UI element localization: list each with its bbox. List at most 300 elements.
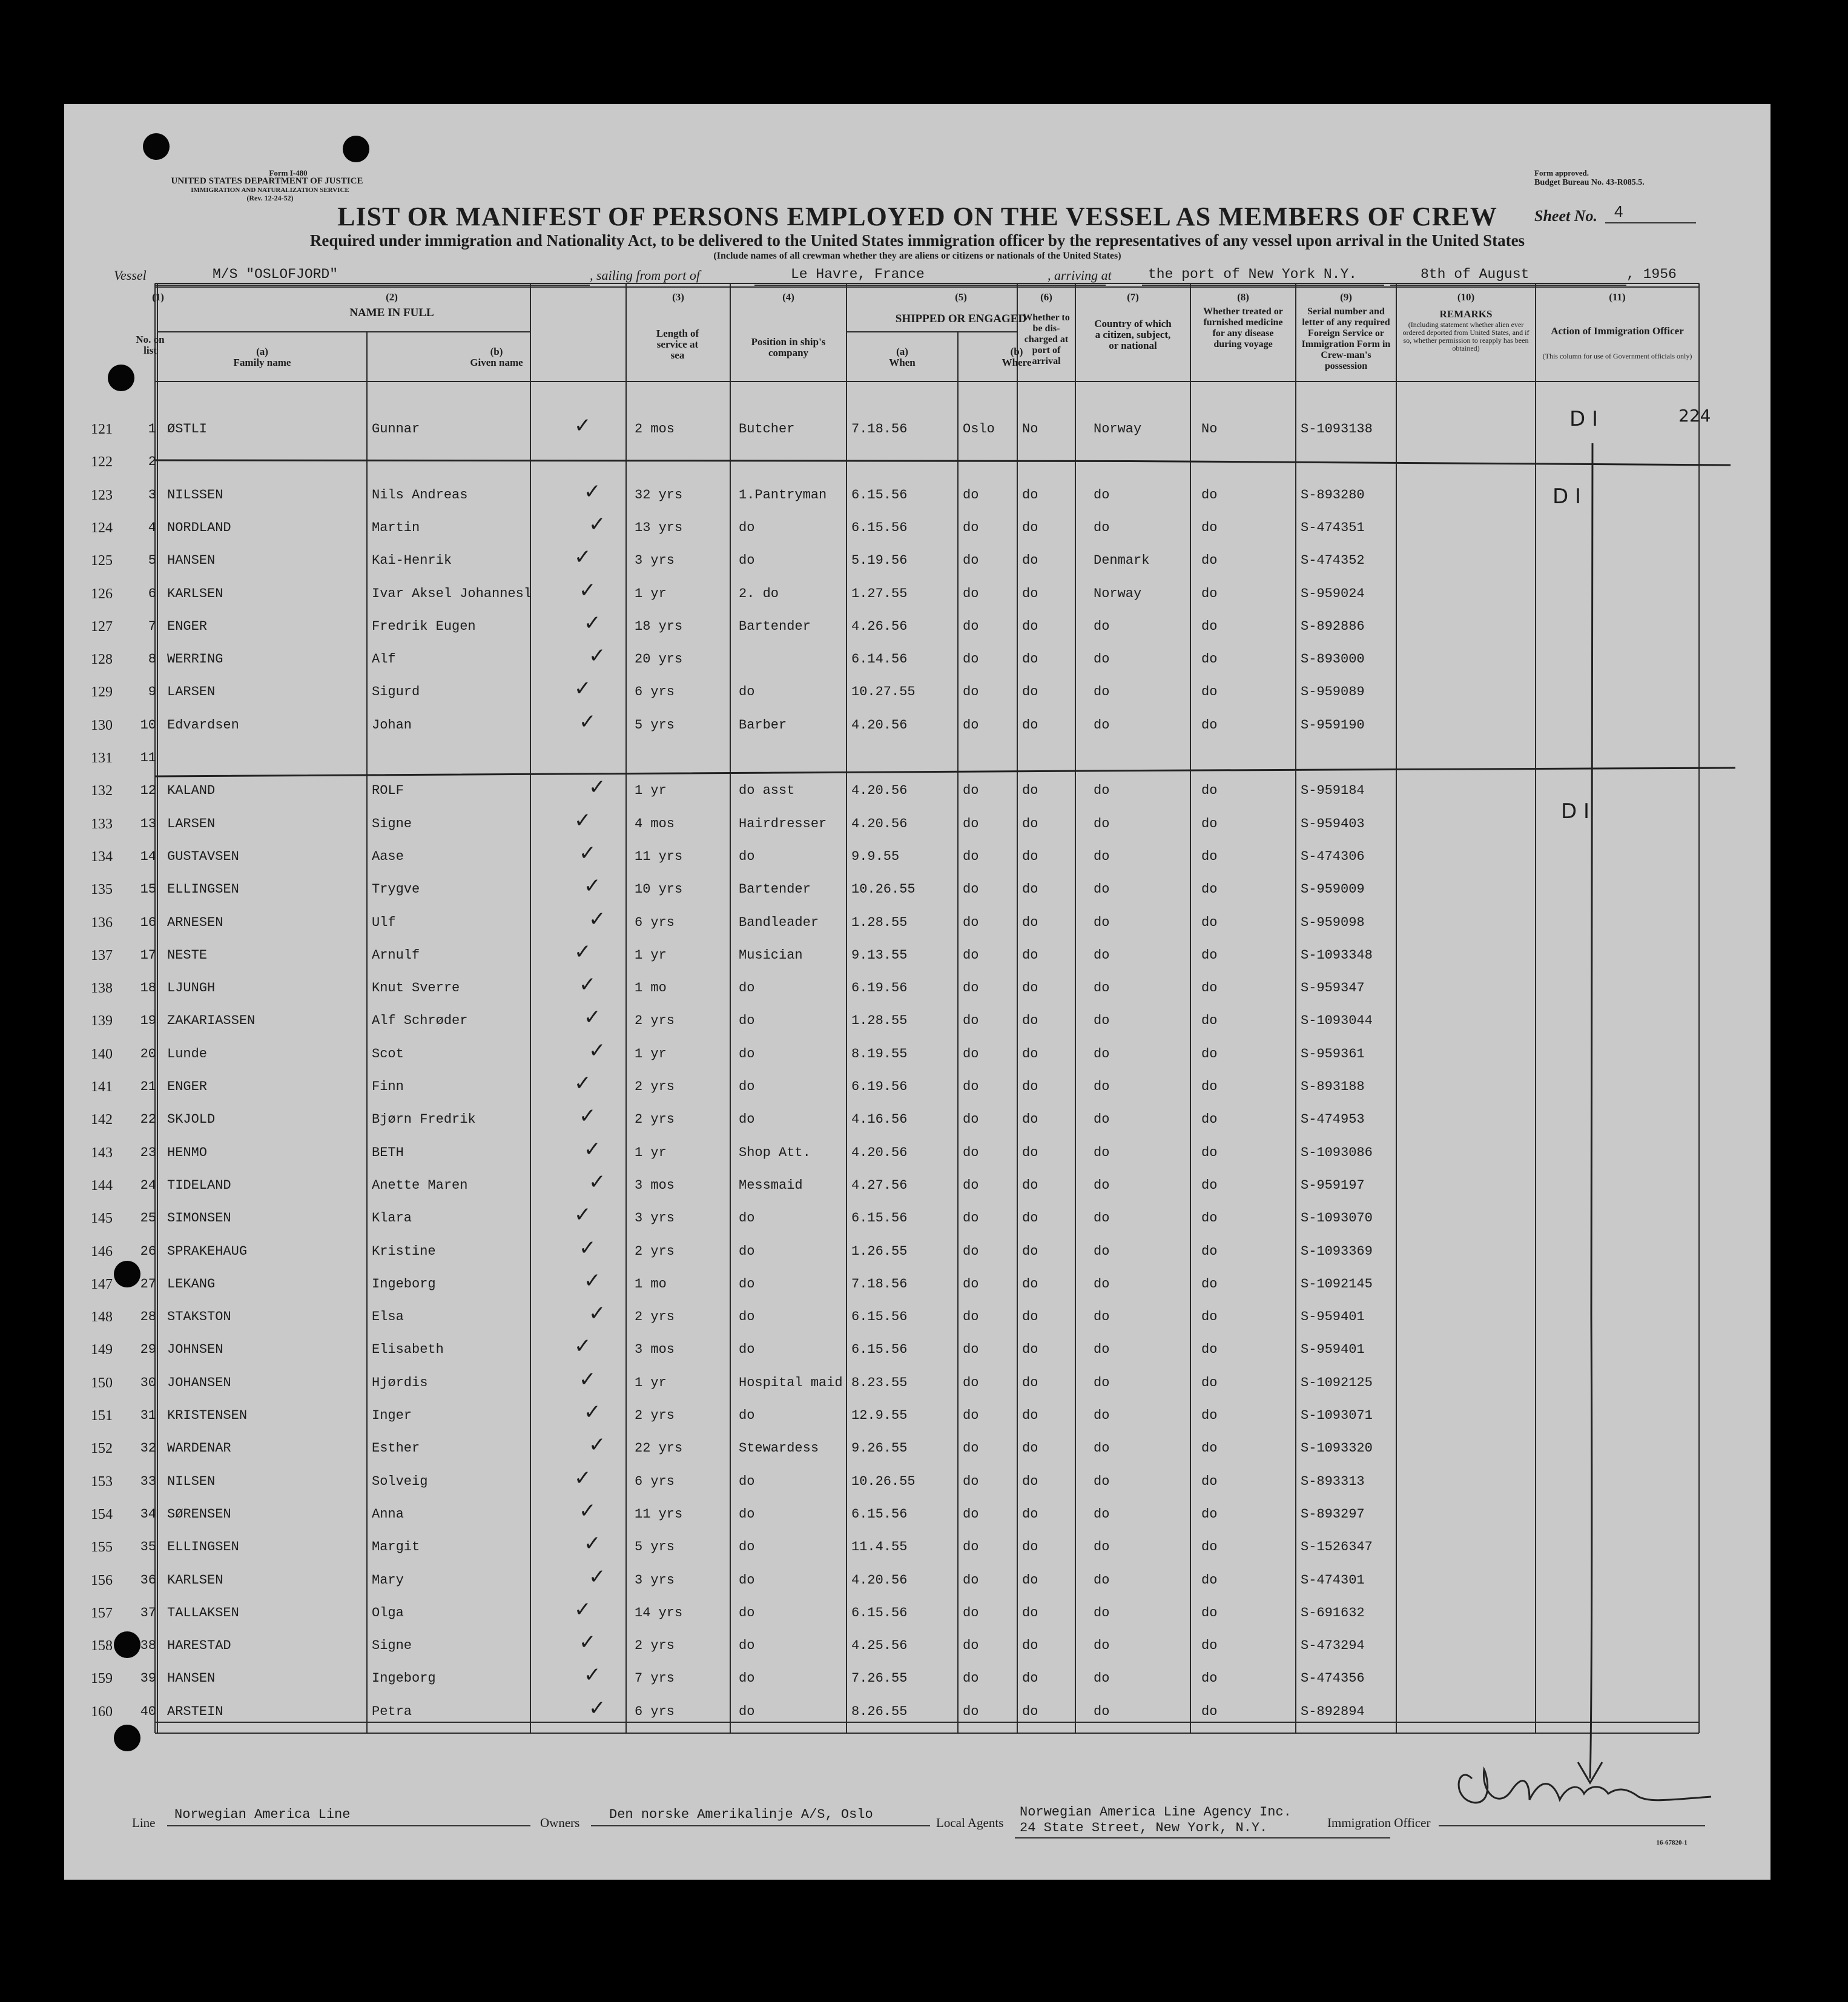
given-name: Arnulf [372,947,420,963]
family-name: ØSTLI [167,421,208,437]
position: do [739,1243,755,1259]
shipped-where: do [963,1243,979,1259]
position: do [739,1211,755,1226]
check-mark-icon: ✓ [589,775,606,800]
check-mark-icon: ✓ [579,1630,596,1655]
discharged: do [1022,1079,1038,1094]
family-name: NESTE [167,947,208,963]
discharged: do [1022,1638,1038,1654]
country: Norway [1094,421,1142,437]
country: do [1094,1177,1110,1193]
check-mark-icon: ✓ [579,973,596,997]
discharged: do [1022,717,1038,733]
length-of-service: 1 yr [635,947,667,963]
shipped-where: do [963,1211,979,1226]
row-reference: 127 [91,618,113,635]
shipped-when: 1.28.55 [851,1013,908,1029]
serial-number: S-474352 [1301,553,1365,569]
position: do [739,1671,755,1687]
treated: do [1201,717,1218,733]
family-name: LARSEN [167,684,216,700]
country: do [1094,1473,1110,1489]
treated: do [1201,1013,1218,1029]
row-reference: 158 [91,1638,113,1654]
discharged: do [1022,487,1038,503]
row-reference: 130 [91,717,113,733]
row-reference: 150 [91,1375,113,1391]
list-number: 35 [140,1539,156,1555]
check-mark-icon: ✓ [574,1465,592,1490]
sheet-label: Sheet No. [1534,207,1597,225]
shipped-when: 6.15.56 [851,520,908,535]
country: do [1094,980,1110,996]
family-name: TIDELAND [167,1177,231,1193]
discharged: do [1022,1145,1038,1160]
shipped-where: do [963,1539,979,1555]
position: 2. do [739,586,779,601]
list-number: 20 [140,1046,156,1062]
form-approved: Form approved. [1534,168,1589,177]
serial-number: S-1093071 [1301,1408,1373,1423]
shipped-when: 7.26.55 [851,1671,908,1687]
given-name: ROLF [372,783,404,799]
serial-number: S-1092145 [1301,1276,1373,1292]
given-name: Johan [372,717,412,733]
family-name: ENGER [167,1079,208,1094]
position: do [739,1605,755,1620]
row-reference: 148 [91,1309,113,1326]
col-8-number: (8) [1237,291,1249,303]
family-name: HARESTAD [167,1638,231,1654]
col-1-header: No. on list [136,334,165,356]
discharged: do [1022,947,1038,963]
position: Barber [739,717,787,733]
col-2-number: (2) [386,291,398,303]
family-name: KRISTENSEN [167,1408,248,1423]
position: Stewardess [739,1441,819,1456]
position: Messmaid [739,1177,803,1193]
col-11-number: (11) [1609,291,1626,303]
row-reference: 135 [91,882,113,898]
length-of-service: 10 yrs [635,882,683,897]
discharged: do [1022,1703,1038,1719]
serial-number: S-892894 [1301,1703,1365,1719]
position: do [739,1079,755,1094]
given-name: Ingeborg [372,1671,436,1687]
row-reference: 142 [91,1112,113,1128]
given-name: Kristine [372,1243,436,1259]
position: do [739,1342,755,1358]
col-1-number: (1) [152,291,164,303]
position: do [739,1408,755,1423]
treated: do [1201,1276,1218,1292]
row-reference: 141 [91,1079,113,1095]
sailing-label: , sailing from port of [590,268,700,283]
family-name: NILSEN [167,1473,216,1489]
treated: do [1201,1211,1218,1226]
treated: do [1201,652,1218,667]
length-of-service: 2 yrs [635,1243,675,1259]
row-reference: 147 [91,1276,113,1292]
list-number: 26 [140,1243,156,1259]
row-reference: 129 [91,684,113,701]
list-number: 9 [148,684,156,700]
arrival-date: 8th of August [1421,266,1530,282]
treated: do [1201,1375,1218,1390]
discharged: do [1022,1177,1038,1193]
shipped-when: 4.27.56 [851,1177,908,1193]
serial-number: S-893000 [1301,652,1365,667]
shipped-where: do [963,652,979,667]
agents-name: Norwegian America Line Agency Inc. [1020,1805,1292,1820]
col-7-number: (7) [1127,291,1139,303]
position: do [739,1638,755,1654]
given-name: Gunnar [372,421,420,437]
treated: do [1201,520,1218,535]
position: Hospital maid [739,1375,843,1390]
country: do [1094,816,1110,831]
manifest-page [64,104,1770,1880]
col-11-subheader: (This column for use of Government officials only) [1542,352,1692,360]
given-name: Aase [372,848,404,864]
serial-number: S-959401 [1301,1342,1365,1358]
shipped-when: 7.18.56 [851,1276,908,1292]
family-name: SKJOLD [167,1112,216,1128]
shipped-when: 6.15.56 [851,1605,908,1620]
given-name: Esther [372,1441,420,1456]
family-name: LJUNGH [167,980,216,996]
family-name: JOHANSEN [167,1375,231,1390]
position: Bandleader [739,914,819,930]
discharged: do [1022,882,1038,897]
footer-code: 16-67820-1 [1656,1839,1688,1846]
given-name: Klara [372,1211,412,1226]
country: do [1094,618,1110,634]
treated: do [1201,1605,1218,1620]
treated: do [1201,1441,1218,1456]
position: do [739,684,755,700]
position: Shop Att. [739,1145,811,1160]
col-5-header: SHIPPED OR ENGAGED [895,312,1027,325]
shipped-where: do [963,848,979,864]
country: do [1094,947,1110,963]
serial-number: S-473294 [1301,1638,1365,1654]
discharged: do [1022,1408,1038,1423]
shipped-when: 6.14.56 [851,652,908,667]
position: 1.Pantryman [739,487,827,503]
serial-number: S-1526347 [1301,1539,1373,1555]
shipped-where: do [963,586,979,601]
treated: do [1201,1079,1218,1094]
discharged: do [1022,1243,1038,1259]
family-name: GUSTAVSEN [167,848,239,864]
family-name: WARDENAR [167,1441,231,1456]
position: do [739,1572,755,1588]
owners-name: Den norske Amerikalinje A/S, Oslo [609,1807,873,1822]
check-mark-icon: ✓ [589,1433,606,1458]
shipped-where: Oslo [963,421,995,437]
treated: do [1201,1473,1218,1489]
position: do [739,1276,755,1292]
check-mark-icon: ✓ [574,414,592,438]
discharged: do [1022,553,1038,569]
shipped-where: do [963,487,979,503]
col-2b-header: (b) Given name [470,346,523,368]
check-mark-icon: ✓ [589,1301,606,1326]
handwritten-count: 224 [1678,406,1711,426]
check-mark-icon: ✓ [579,578,596,603]
given-name: Hjørdis [372,1375,428,1390]
shipped-when: 4.20.56 [851,816,908,831]
position: do [739,1112,755,1128]
revision: (Rev. 12-24-52) [246,194,294,202]
country: do [1094,1079,1110,1094]
serial-number: S-1093320 [1301,1441,1373,1456]
position: do [739,1013,755,1029]
col-2-header: NAME IN FULL [349,306,434,319]
shipped-where: do [963,1375,979,1390]
length-of-service: 3 yrs [635,1211,675,1226]
shipped-where: do [963,1473,979,1489]
country: do [1094,848,1110,864]
given-name: Martin [372,520,420,535]
treated: do [1201,947,1218,963]
length-of-service: 2 yrs [635,1408,675,1423]
serial-number: S-959401 [1301,1309,1365,1325]
row-reference: 122 [91,454,113,471]
check-mark-icon: ✓ [574,545,592,570]
shipped-when: 12.9.55 [851,1408,908,1423]
family-name: Lunde [167,1046,208,1062]
list-number: 27 [140,1276,156,1292]
budget-bureau: Budget Bureau No. 43-R085.5. [1534,178,1645,187]
form-number: Form I-480 [269,168,308,177]
check-mark-icon: ✓ [574,939,592,964]
length-of-service: 1 yr [635,1046,667,1062]
serial-number: S-959024 [1301,586,1365,601]
given-name: Trygve [372,882,420,897]
country: do [1094,1441,1110,1456]
country: do [1094,1703,1110,1719]
given-name: Bjørn Fredrik [372,1112,476,1128]
check-mark-icon: ✓ [579,1498,596,1523]
discharged: do [1022,1539,1038,1555]
discharged: do [1022,1441,1038,1456]
country: do [1094,717,1110,733]
shipped-where: do [963,1572,979,1588]
discharged: do [1022,848,1038,864]
country: do [1094,652,1110,667]
family-name: ENGER [167,618,208,634]
given-name: Nils Andreas [372,487,468,503]
family-name: TALLAKSEN [167,1605,239,1620]
shipped-where: do [963,1276,979,1292]
check-mark-icon: ✓ [584,1663,601,1688]
discharged: do [1022,1309,1038,1325]
length-of-service: 3 mos [635,1177,675,1193]
length-of-service: 11 yrs [635,1506,683,1522]
given-name: Fredrik Eugen [372,618,476,634]
di-stamp: D I [1569,407,1599,431]
shipped-when: 4.16.56 [851,1112,908,1128]
discharged: do [1022,816,1038,831]
country: do [1094,487,1110,503]
shipped-where: do [963,1112,979,1128]
family-name: KARLSEN [167,1572,223,1588]
di-stamp: D I [1561,799,1590,824]
treated: do [1201,1145,1218,1160]
shipped-when: 1.26.55 [851,1243,908,1259]
shipped-when: 4.26.56 [851,618,908,634]
arriving-port: the port of New York N.Y. [1148,266,1358,282]
check-mark-icon: ✓ [574,1597,592,1622]
shipped-when: 8.23.55 [851,1375,908,1390]
length-of-service: 6 yrs [635,684,675,700]
given-name: Sigurd [372,684,420,700]
family-name: Edvardsen [167,717,239,733]
given-name: Olga [372,1605,404,1620]
length-of-service: 3 yrs [635,553,675,569]
discharged: do [1022,980,1038,996]
sailing-port: Le Havre, France [791,266,925,282]
owners-label: Owners [540,1815,580,1830]
row-reference: 131 [91,750,113,766]
list-number: 34 [140,1506,156,1522]
row-reference: 125 [91,553,113,569]
check-mark-icon: ✓ [584,479,601,504]
family-name: HENMO [167,1145,208,1160]
treated: do [1201,1703,1218,1719]
check-mark-icon: ✓ [584,1400,601,1424]
list-number: 31 [140,1408,156,1423]
shipped-when: 1.28.55 [851,914,908,930]
row-reference: 155 [91,1539,113,1556]
treated: do [1201,1572,1218,1588]
serial-number: S-1093348 [1301,947,1373,963]
row-reference: 138 [91,980,113,997]
treated: do [1201,1539,1218,1555]
country: do [1094,1342,1110,1358]
shipped-when: 6.15.56 [851,1342,908,1358]
row-reference: 132 [91,783,113,799]
list-number: 33 [140,1473,156,1489]
list-number: 19 [140,1013,156,1029]
length-of-service: 14 yrs [635,1605,683,1620]
check-mark-icon: ✓ [589,1564,606,1589]
shipped-when: 9.26.55 [851,1441,908,1456]
arrival-year: , 1956 [1626,266,1677,282]
check-mark-icon: ✓ [574,1334,592,1359]
length-of-service: 3 mos [635,1342,675,1358]
shipped-when: 9.13.55 [851,947,908,963]
col-6-header: Whether to be dis-charged at port of arrival [1023,312,1070,366]
length-of-service: 2 yrs [635,1079,675,1094]
line-label: Line [132,1815,156,1830]
serial-number: S-691632 [1301,1605,1365,1620]
check-mark-icon: ✓ [589,1169,606,1194]
serial-number: S-959403 [1301,816,1365,831]
given-name: Signe [372,816,412,831]
check-mark-icon: ✓ [574,1071,592,1095]
serial-number: S-1093070 [1301,1211,1373,1226]
length-of-service: 2 yrs [635,1112,675,1128]
serial-number: S-474351 [1301,520,1365,535]
discharged: do [1022,1342,1038,1358]
check-mark-icon: ✓ [574,808,592,833]
position: do [739,553,755,569]
length-of-service: 1 mo [635,1276,667,1292]
given-name: Elsa [372,1309,404,1325]
sheet-number: 4 [1614,202,1623,220]
treated: do [1201,816,1218,831]
family-name: ARNESEN [167,914,223,930]
serial-number: S-893280 [1301,487,1365,503]
country: do [1094,1276,1110,1292]
country: Norway [1094,586,1142,601]
check-mark-icon: ✓ [579,841,596,865]
list-number: 8 [148,652,156,667]
list-number: 28 [140,1309,156,1325]
list-number: 12 [140,783,156,799]
shipped-where: do [963,684,979,700]
serial-number: S-474306 [1301,848,1365,864]
row-reference: 128 [91,652,113,668]
family-name: LEKANG [167,1276,216,1292]
col-5-number: (5) [955,291,967,303]
shipped-where: do [963,1441,979,1456]
shipped-when: 8.26.55 [851,1703,908,1719]
treated: do [1201,1243,1218,1259]
col-8-header: Whether treated or furnished medicine for any disease during voyage [1203,306,1283,349]
length-of-service: 5 yrs [635,717,675,733]
shipped-where: do [963,1309,979,1325]
check-mark-icon: ✓ [589,512,606,537]
position: Hairdresser [739,816,827,831]
given-name: Ivar Aksel Johannesl [372,586,532,601]
country: do [1094,914,1110,930]
treated: do [1201,487,1218,503]
discharged: do [1022,652,1038,667]
treated: do [1201,1671,1218,1687]
position: do [739,848,755,864]
family-name: ARSTEIN [167,1703,223,1719]
shipped-when: 6.15.56 [851,1309,908,1325]
position: do [739,1473,755,1489]
shipped-where: do [963,882,979,897]
col-10-header: REMARKS [1439,308,1493,320]
list-number: 22 [140,1112,156,1128]
row-reference: 134 [91,848,113,865]
given-name: Signe [372,1638,412,1654]
col-2a-header: (a) Family name [233,346,291,368]
discharged: do [1022,618,1038,634]
check-mark-icon: ✓ [584,1531,601,1556]
treated: do [1201,1506,1218,1522]
given-name: Inger [372,1408,412,1423]
country: do [1094,1572,1110,1588]
given-name: Anna [372,1506,404,1522]
department: UNITED STATES DEPARTMENT OF JUSTICE [171,176,363,186]
given-name: Scot [372,1046,404,1062]
discharged: do [1022,1605,1038,1620]
shipped-when: 6.15.56 [851,1211,908,1226]
position: do asst [739,783,795,799]
family-name: NORDLAND [167,520,231,535]
shipped-where: do [963,783,979,799]
shipped-when: 10.26.55 [851,1473,916,1489]
shipped-when: 4.25.56 [851,1638,908,1654]
treated: do [1201,553,1218,569]
